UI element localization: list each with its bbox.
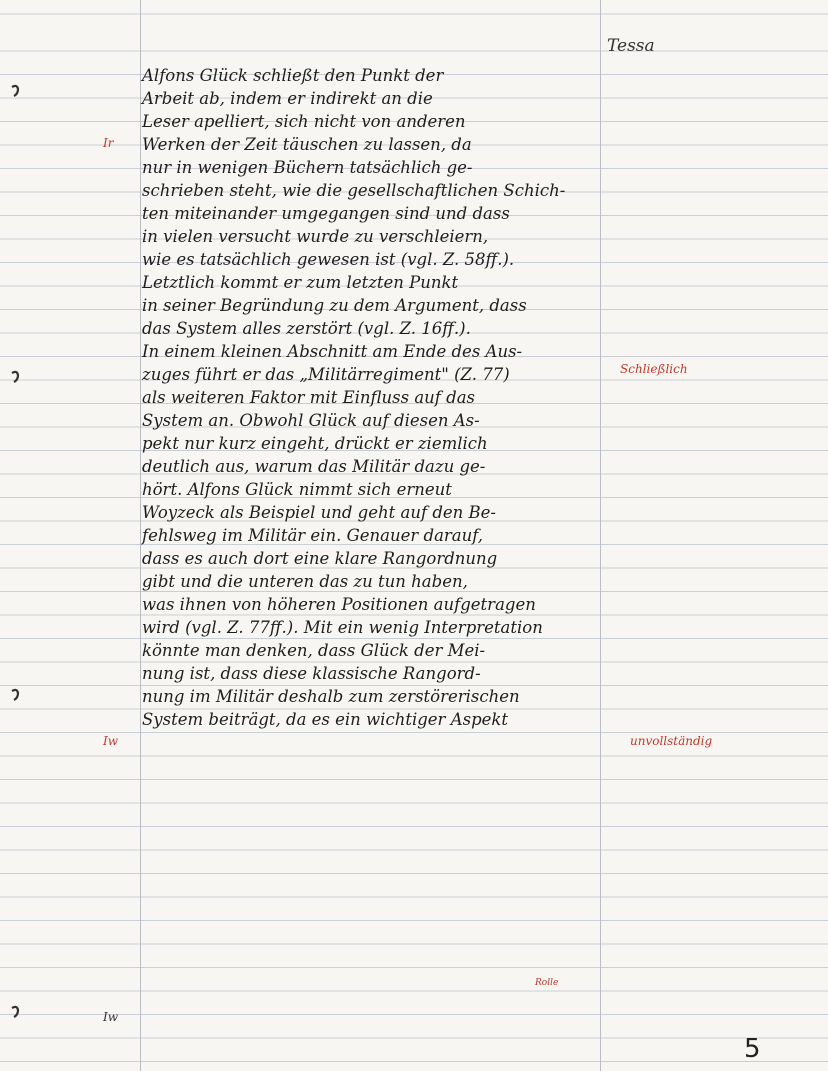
text-line: nung ist, dass diese klassische Rangord- [142, 664, 481, 683]
text-line: als weiteren Faktor mit Einfluss auf das [142, 388, 476, 407]
text-line: nur in wenigen Büchern tatsächlich ge- [142, 158, 473, 177]
text-line: hört. Alfons Glück nimmt sich erneut [142, 480, 452, 499]
correction-mark: Iw [103, 734, 119, 748]
text-line: schrieben steht, wie die gesellschaftlichen Schich- [142, 181, 566, 200]
text-line: In einem kleinen Abschnitt am Ende des Aus- [142, 342, 523, 361]
text-line: Arbeit ab, indem er indirekt an die [142, 89, 433, 108]
text-line: System an. Obwohl Glück auf diesen As- [142, 411, 480, 430]
text-line: zuges führt er das „Militärregiment" (Z. 77) [142, 365, 510, 384]
text-line: System beiträgt, da es ein wichtiger Aspekt [142, 710, 509, 729]
text-line: Alfons Glück schließt den Punkt der [142, 66, 444, 85]
author-name: Tessa [607, 36, 655, 56]
text-line: Leser apelliert, sich nicht von anderen [142, 112, 466, 131]
text-line: deutlich aus, warum das Militär dazu ge- [142, 457, 486, 476]
text-line: ten miteinander umgegangen sind und dass [142, 204, 510, 223]
text-line: Werken der Zeit täuschen zu lassen, da [142, 135, 472, 154]
text-line: in vielen versucht wurde zu verschleiern, [142, 227, 489, 246]
correction-note: unvollständig [630, 734, 713, 748]
text-line: Letztlich kommt er zum letzten Punkt [142, 273, 459, 292]
left-margin-line [140, 0, 141, 1071]
page-number: 5 [744, 1034, 761, 1064]
text-line: dass es auch dort eine klare Rangordnung [142, 549, 498, 568]
correction-note: Rolle [535, 978, 559, 988]
text-line: fehlsweg im Militär ein. Genauer darauf, [142, 526, 484, 545]
text-line: in seiner Begründung zu dem Argument, dass [142, 296, 527, 315]
correction-mark: Iw [103, 1010, 119, 1024]
punch-hole-icon [10, 84, 20, 98]
text-line: könnte man denken, dass Glück der Mei- [142, 641, 486, 660]
handwritten-essay [142, 64, 612, 731]
text-line: das System alles zerstört (vgl. Z. 16ff.). [142, 319, 471, 338]
text-line: wie es tatsächlich gewesen ist (vgl. Z. 58ff.). [142, 250, 515, 269]
correction-mark: Ir [103, 136, 114, 150]
punch-hole-icon [10, 688, 20, 702]
correction-note: Schließlich [620, 362, 688, 376]
punch-hole-icon [10, 1005, 20, 1019]
text-line: Woyzeck als Beispiel und geht auf den Be- [142, 503, 496, 522]
text-line: was ihnen von höheren Positionen aufgetragen [142, 595, 536, 614]
text-line: gibt und die unteren das zu tun haben, [142, 572, 468, 591]
text-line: pekt nur kurz eingeht, drückt er ziemlich [142, 434, 488, 453]
punch-hole-icon [10, 370, 20, 384]
text-line: nung im Militär deshalb zum zerstörerischen [142, 687, 520, 706]
text-line: wird (vgl. Z. 77ff.). Mit ein wenig Interpretation [142, 618, 543, 637]
